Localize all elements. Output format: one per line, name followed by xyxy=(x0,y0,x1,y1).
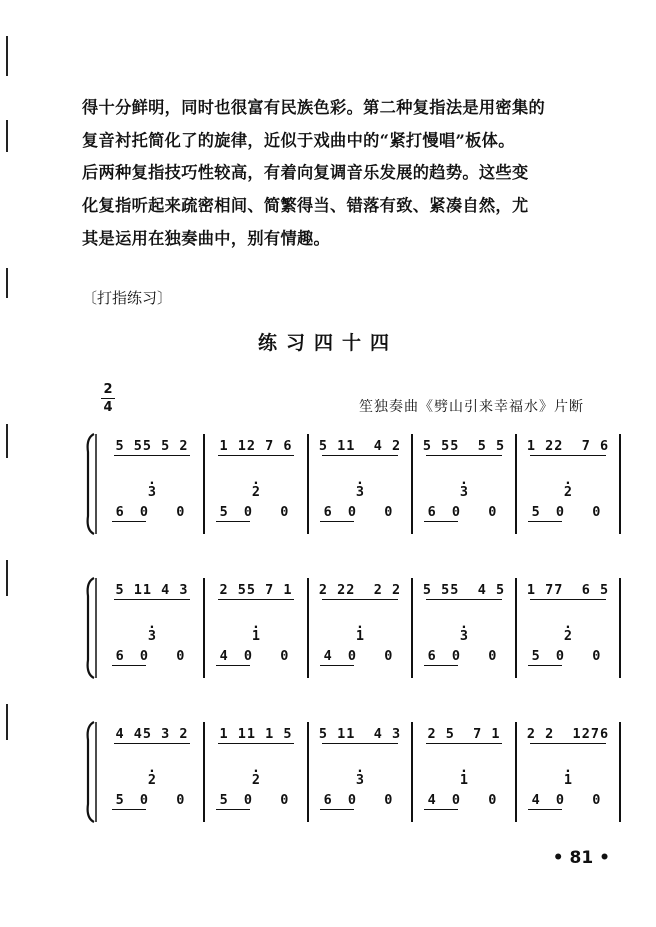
paragraph-line: 复音衬托简化了的旋律，近似于戏曲中的“紧打慢唱”板体。 xyxy=(82,130,515,150)
melody-notes: 2 5 7 1 xyxy=(414,726,514,742)
accompaniment-lower-notes: 5 0 0 xyxy=(102,792,202,808)
barline xyxy=(203,434,205,534)
melody-notes: 5 11 4 3 xyxy=(310,726,410,742)
accompaniment-lower-notes: 6 0 0 xyxy=(414,648,514,664)
paragraph-line: 得十分鲜明，同时也很富有民族色彩。第二种复指法是用密集的 xyxy=(82,98,546,117)
score-measure xyxy=(102,720,202,824)
accompaniment-upper-note: . 1 xyxy=(310,628,410,644)
score-system xyxy=(84,720,610,824)
barline xyxy=(619,722,621,822)
accompaniment-lower-notes: 4 0 0 xyxy=(518,792,618,808)
melody-notes: 2 55 7 1 xyxy=(206,582,306,598)
melody-notes: 1 22 7 6 xyxy=(518,438,618,454)
accompaniment-lower-notes: 6 0 0 xyxy=(102,648,202,664)
page-number: • 81 • xyxy=(552,848,610,868)
accompaniment-lower-notes: 5 0 0 xyxy=(518,504,618,520)
margin-binding-mark xyxy=(6,424,8,458)
barline xyxy=(515,434,517,534)
barline xyxy=(619,434,621,534)
system-bracket xyxy=(84,432,100,536)
score-measure xyxy=(518,432,618,536)
melody-notes: 1 12 7 6 xyxy=(206,438,306,454)
barline xyxy=(307,434,309,534)
melody-notes: 5 55 4 5 xyxy=(414,582,514,598)
score-measure xyxy=(414,432,514,536)
margin-binding-mark xyxy=(6,36,8,76)
barline xyxy=(307,578,309,678)
accompaniment-upper-note: . 3 xyxy=(102,628,202,644)
score-measure xyxy=(414,720,514,824)
accompaniment-lower-notes: 4 0 0 xyxy=(310,648,410,664)
exercise-title: 练习四十四 xyxy=(257,332,398,354)
score-measure xyxy=(310,432,410,536)
score-system xyxy=(84,576,610,680)
body-paragraph xyxy=(82,92,594,256)
system-bracket xyxy=(84,576,100,680)
accompaniment-upper-note: . 1 xyxy=(414,772,514,788)
melody-notes: 5 11 4 3 xyxy=(102,582,202,598)
accompaniment-upper-note: . 2 xyxy=(518,628,618,644)
melody-notes: 1 11 1 5 xyxy=(206,726,306,742)
melody-notes: 4 45 3 2 xyxy=(102,726,202,742)
accompaniment-upper-note: . 1 xyxy=(206,628,306,644)
accompaniment-lower-notes: 6 0 0 xyxy=(102,504,202,520)
score-measure xyxy=(206,432,306,536)
time-signature-denominator: 4 xyxy=(103,400,113,415)
accompaniment-lower-notes: 5 0 0 xyxy=(518,648,618,664)
barline xyxy=(515,578,517,678)
barline xyxy=(307,722,309,822)
melody-notes: 1 77 6 5 xyxy=(518,582,618,598)
melody-notes: 2 2 1276 xyxy=(518,726,618,742)
score-measure xyxy=(414,576,514,680)
barline xyxy=(411,722,413,822)
section-label: 〔打指练习〕 xyxy=(82,289,173,307)
score-measure xyxy=(310,576,410,680)
barline xyxy=(619,578,621,678)
accompaniment-upper-note: . 2 xyxy=(102,772,202,788)
margin-binding-mark xyxy=(6,120,8,152)
melody-notes: 2 22 2 2 xyxy=(310,582,410,598)
accompaniment-lower-notes: 4 0 0 xyxy=(206,648,306,664)
score-measure xyxy=(206,720,306,824)
time-signature xyxy=(101,382,115,415)
paragraph-line: 后两种复指技巧性较高，有着向复调音乐发展的趋势。这些变 xyxy=(82,163,529,183)
accompaniment-upper-note: . 3 xyxy=(102,484,202,500)
system-bracket xyxy=(84,720,100,824)
score-system xyxy=(84,432,610,536)
accompaniment-lower-notes: 6 0 0 xyxy=(310,792,410,808)
score-measure xyxy=(518,720,618,824)
score-measure xyxy=(102,432,202,536)
barline xyxy=(411,578,413,678)
melody-notes: 5 11 4 2 xyxy=(310,438,410,454)
melody-notes: 5 55 5 2 xyxy=(102,438,202,454)
time-signature-numerator: 2 xyxy=(103,382,113,397)
accompaniment-upper-note: . 3 xyxy=(310,484,410,500)
accompaniment-lower-notes: 6 0 0 xyxy=(414,504,514,520)
barline xyxy=(411,434,413,534)
barline xyxy=(203,722,205,822)
score-measure xyxy=(206,576,306,680)
accompaniment-upper-note: . 2 xyxy=(518,484,618,500)
accompaniment-upper-note: . 3 xyxy=(414,628,514,644)
margin-binding-mark xyxy=(6,704,8,740)
accompaniment-upper-note: . 2 xyxy=(206,772,306,788)
barline xyxy=(515,722,517,822)
margin-binding-mark xyxy=(6,268,8,298)
barline xyxy=(203,578,205,678)
paragraph-line: 化复指听起来疏密相间、简繁得当、错落有致、紧凑自然，尤 xyxy=(82,196,529,216)
score-measure xyxy=(310,720,410,824)
accompaniment-upper-note: . 1 xyxy=(518,772,618,788)
paragraph-line: 其是运用在独奏曲中，别有情趣。 xyxy=(82,228,331,248)
accompaniment-lower-notes: 6 0 0 xyxy=(310,504,410,520)
accompaniment-upper-note: . 2 xyxy=(206,484,306,500)
accompaniment-upper-note: . 3 xyxy=(414,484,514,500)
accompaniment-upper-note: . 3 xyxy=(310,772,410,788)
margin-binding-mark xyxy=(6,560,8,596)
accompaniment-lower-notes: 5 0 0 xyxy=(206,504,306,520)
score-measure xyxy=(518,576,618,680)
accompaniment-lower-notes: 4 0 0 xyxy=(414,792,514,808)
score-measure xyxy=(102,576,202,680)
melody-notes: 5 55 5 5 xyxy=(414,438,514,454)
score-source: 笙独奏曲《劈山引来幸福水》片断 xyxy=(359,399,584,415)
accompaniment-lower-notes: 5 0 0 xyxy=(206,792,306,808)
